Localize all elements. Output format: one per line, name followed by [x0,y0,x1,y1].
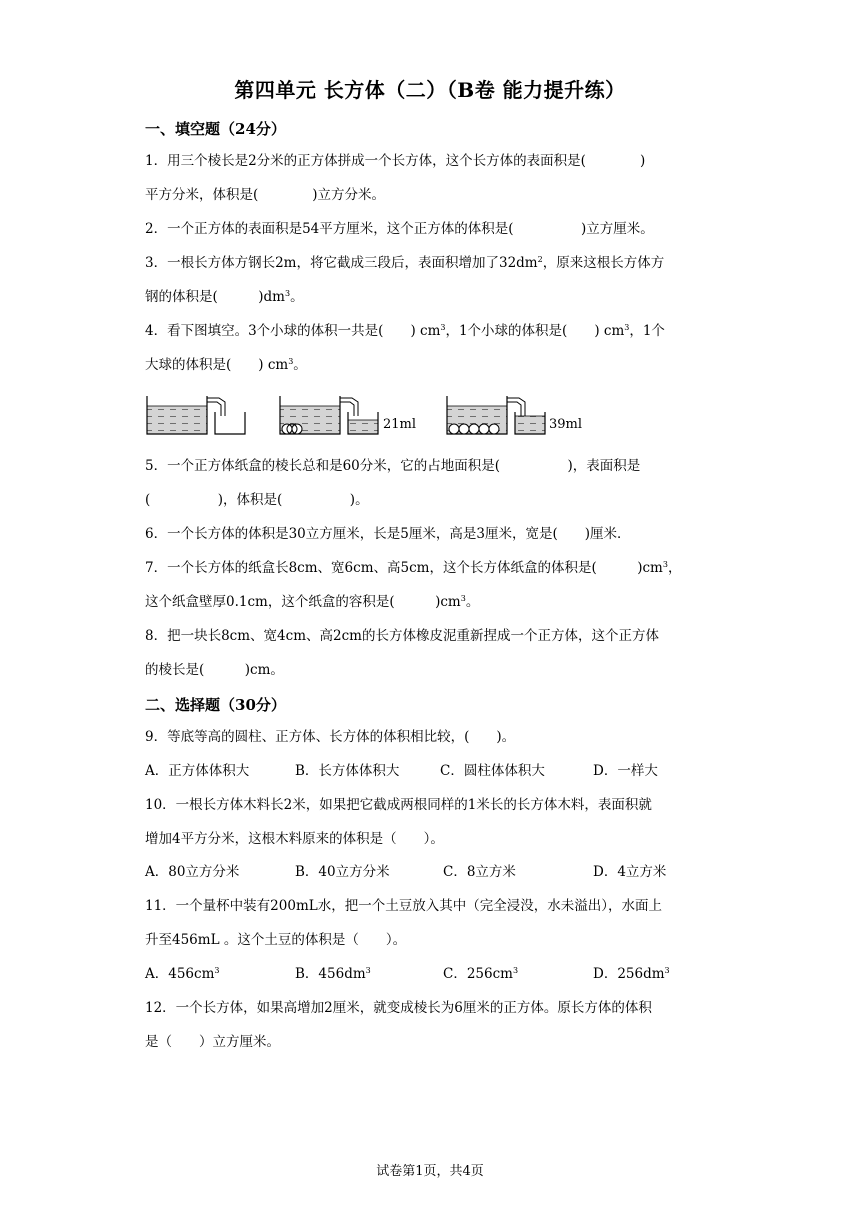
page-footer: 试卷第1页，共4页 [376,1164,484,1179]
question-4-line-1: 4．看下图填空。3个小球的体积一共是( ) $cm^3$，1个小球的体积是( ) $cm^3$，1个 [145,323,665,339]
overflow-cups-figure [145,392,605,442]
question-1-line-2: 平方分米，体积是( )立方分米。 [145,187,386,203]
option-b[interactable]: B．长方体体积大 [295,763,400,779]
option-d[interactable]: D．4立方米 [593,864,667,880]
question-7-line-1: 7．一个长方体的纸盒长8cm、宽6cm、高5cm，这个长方体纸盒的体积是( )$cm^3$， [145,560,682,576]
option-a[interactable]: A．80立方分米 [145,864,240,880]
option-b[interactable]: B．$456dm^3$ [295,966,371,982]
question-9-options [145,761,720,781]
option-c[interactable]: C．$256cm^3$ [443,966,519,982]
question-11-options [145,964,720,984]
question-3-line-2: 钢的体积是( )$dm^3$。 [145,289,304,305]
question-4-line-2: 大球的体积是( ) $cm^3$。 [145,357,307,373]
option-d[interactable]: D．一样大 [593,763,658,779]
question-10-line-1: 10．一根长方体木料长2米，如果把它截成两根同样的1米长的长方体木料，表面积就 [145,797,652,813]
option-c[interactable]: C．8立方米 [443,864,516,880]
question-5-line-1: 5．一个正方体纸盒的棱长总和是60分米，它的占地面积是( )，表面积是 [145,458,641,474]
label-21ml: 21ml [383,417,417,432]
question-8-line-1: 8．把一块长8cm、宽4cm、高2cm的长方体橡皮泥重新捏成一个正方体，这个正方体 [145,628,659,644]
question-12-line-2: 是（ ）立方厘米。 [145,1034,280,1050]
question-10-line-2: 增加4平方分米，这根木料原来的体积是（ ）。 [145,831,444,847]
overflow-cups-diagram [145,392,605,442]
question-7-line-2: 这个纸盒壁厚0.1cm，这个纸盒的容积是( )$cm^3$。 [145,594,480,610]
section-fill-in-heading: 一、填空题（24分） [145,120,286,138]
question-11-line-1: 11．一个量杯中装有200mL水，把一个土豆放入其中（完全浸没，水未溢出），水面上 [145,898,662,914]
question-9-line-1: 9．等底等高的圆柱、正方体、长方体的体积相比较，( )。 [145,729,516,745]
question-8-line-2: 的棱长是( )cm。 [145,662,284,678]
container-empty [147,396,245,434]
question-6-line-1: 6．一个长方体的体积是30立方厘米，长是5厘米，高是3厘米，宽是( )厘米． [145,526,631,542]
page-title: 第四单元 长方体（二）（B卷 能力提升练） [234,78,626,102]
option-a[interactable]: A．正方体体积大 [145,763,250,779]
container-three-small-balls [280,396,416,434]
question-10-options [145,862,720,882]
container-balls-big [447,396,582,434]
question-12-line-1: 12．一个长方体，如果高增加2厘米，就变成棱长为6厘米的正方体。原长方体的体积 [145,1000,652,1016]
option-a[interactable]: A．$456cm^3$ [145,966,220,982]
section-choice-heading: 二、选择题（30分） [145,696,286,714]
option-b[interactable]: B．40立方分米 [295,864,390,880]
option-c[interactable]: C．圆柱体体积大 [440,763,545,779]
question-3-line-1: 3．一根长方体方钢长2m，将它截成三段后，表面积增加了$32dm^2$，原来这根长方体方 [145,255,665,271]
option-d[interactable]: D．$256dm^3$ [593,966,670,982]
question-2-line-1: 2．一个正方体的表面积是54平方厘米，这个正方体的体积是( )立方厘米。 [145,221,654,237]
label-39ml: 39ml [549,417,583,432]
question-5-line-2: ( )，体积是( )。 [145,492,369,508]
question-11-line-2: 升至456mL 。这个土豆的体积是（ ）。 [145,932,407,948]
question-1-line-1: 1．用三个棱长是2分米的正方体拼成一个长方体，这个长方体的表面积是( ) [145,153,646,169]
